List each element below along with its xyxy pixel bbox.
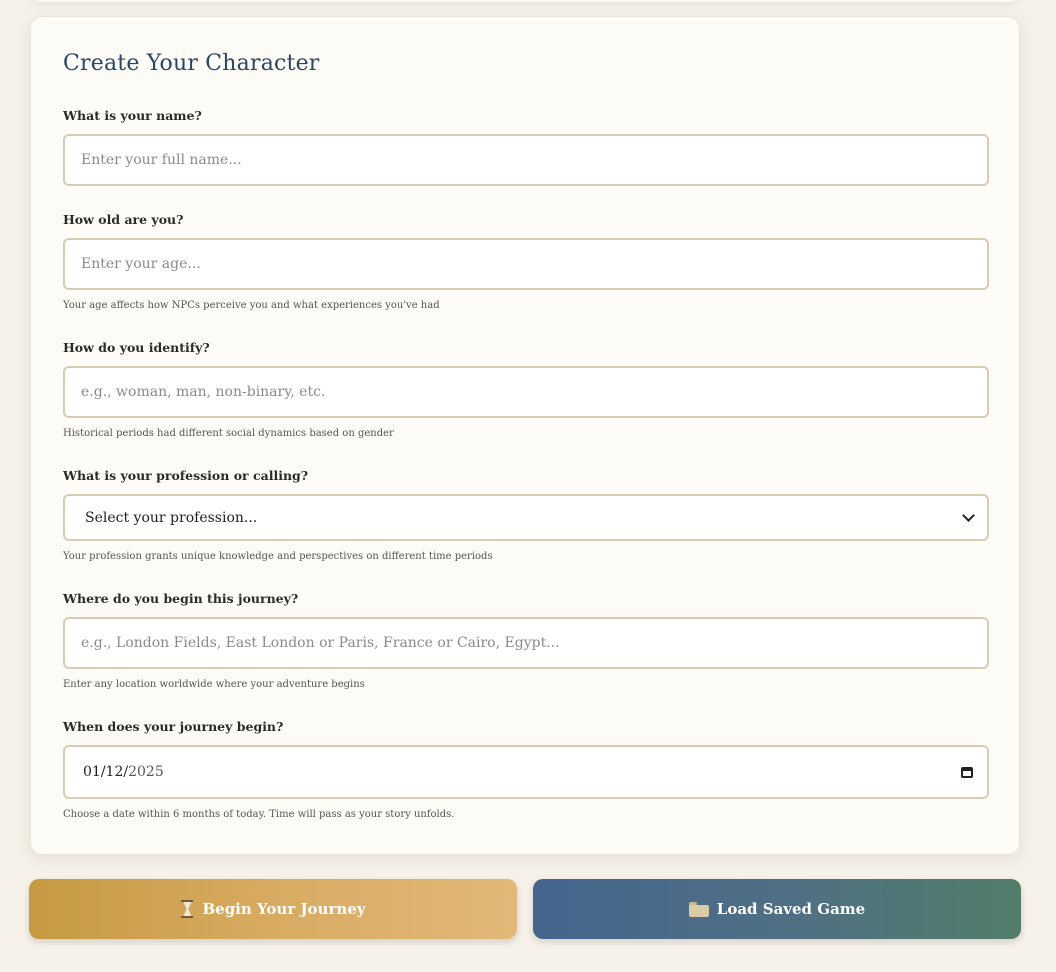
hourglass-icon: [180, 900, 194, 918]
character-creation-card: [30, 16, 1020, 855]
calendar-icon[interactable]: [961, 767, 973, 778]
name-input[interactable]: [63, 134, 989, 186]
gender-input[interactable]: [63, 366, 989, 418]
date-month[interactable]: 01: [83, 764, 101, 780]
start-date-hint: Choose a date within 6 months of today. Time will pass as your story unfolds.: [63, 809, 455, 820]
location-hint: Enter any location worldwide where your adventure begins: [63, 679, 365, 690]
load-saved-game-button[interactable]: [533, 879, 1021, 939]
age-label: How old are you?: [63, 212, 184, 227]
location-label: Where do you begin this journey?: [63, 591, 299, 606]
profession-select[interactable]: [63, 494, 989, 541]
profession-label: What is your profession or calling?: [63, 468, 309, 483]
previous-card-edge: [30, 0, 1020, 2]
gender-hint: Historical periods had different social dynamics based on gender: [63, 428, 394, 439]
start-date-label: When does your journey begin?: [63, 719, 284, 734]
profession-selected-value: Select your profession...: [85, 509, 258, 526]
date-day[interactable]: 12: [105, 764, 124, 780]
date-separator: /: [123, 764, 129, 780]
name-label: What is your name?: [63, 108, 202, 123]
date-separator: /: [100, 764, 106, 780]
chevron-down-icon: [962, 509, 975, 522]
begin-journey-button[interactable]: [29, 879, 517, 939]
profession-hint: Your profession grants unique knowledge and perspectives on different time periods: [63, 551, 493, 562]
load-saved-game-label: Load Saved Game: [716, 900, 866, 918]
form-title: Create Your Character: [63, 51, 320, 76]
date-value: [83, 764, 164, 780]
location-input[interactable]: [63, 617, 989, 669]
begin-journey-label: Begin Your Journey: [202, 900, 366, 918]
age-input[interactable]: [63, 238, 989, 290]
gender-label: How do you identify?: [63, 340, 210, 355]
age-hint: Your age affects how NPCs perceive you and what experiences you've had: [63, 300, 440, 311]
folder-icon: [689, 902, 709, 917]
start-date-input[interactable]: [63, 745, 989, 799]
date-year[interactable]: 2025: [128, 764, 164, 780]
